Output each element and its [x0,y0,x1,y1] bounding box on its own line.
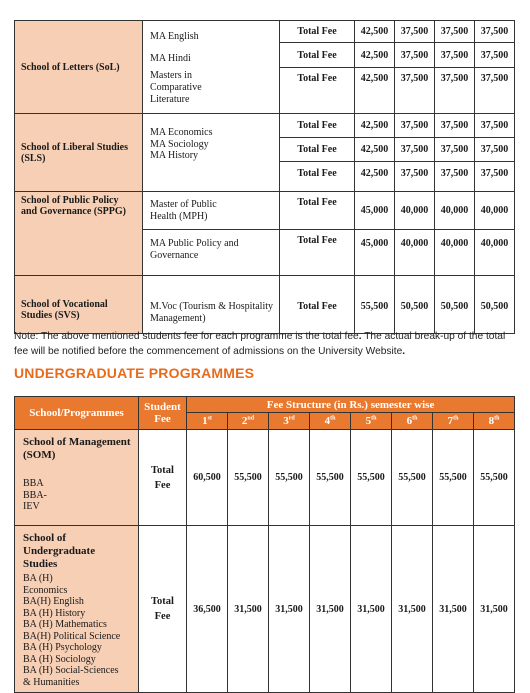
semester-header: 4th [310,413,351,430]
header-text: Student [144,401,181,413]
programme-name: MA Sociology [150,138,209,150]
column-header-school: School/Programmes [15,397,139,430]
fee-value: 45,000 [360,238,389,249]
fee-label: Total Fee [297,73,337,84]
fee-label: Total Fee [297,168,337,179]
fee-value: 42,500 [360,73,389,84]
fee-label: Total Fee [139,526,187,693]
fee-note [14,329,518,359]
fee-value: 37,500 [475,43,514,68]
fee-value: 55,500 [360,301,389,312]
postgraduate-fee-table [14,20,515,334]
fee-value: 37,500 [395,138,434,162]
fee-value: 42,500 [355,114,394,138]
programme-list [143,192,280,276]
programme-name: Master of Public Health (MPH) [143,192,279,230]
fee-value: 40,000 [400,238,429,249]
table-row [15,526,515,693]
fee-value: 31,500 [392,526,433,693]
programme-name: MA English [150,30,199,42]
programme-name: BA(H) English [23,596,84,607]
school-name: School of Public Policy and Governance (SPPG) [15,192,143,276]
fee-value: 37,500 [435,114,474,138]
fee-value: 55,500 [351,430,392,526]
fee-value: 55,500 [310,430,351,526]
note-period: . [402,346,406,357]
fee-value: 37,500 [400,73,429,84]
programme-name: M.Voc (Tourism & Hospitality Management) [150,300,274,324]
section-heading: UNDERGRADUATE PROGRAMMES [14,365,255,381]
fee-value: 37,500 [435,43,474,68]
fee-value: 31,500 [433,526,474,693]
fee-value: 37,500 [475,114,514,138]
programme-name: MA Economics [150,127,213,139]
fee-value: 42,500 [360,168,389,179]
fee-value: 37,500 [475,21,514,43]
column-header-fee-structure: Fee Structure (in Rs.) semester wise [187,397,515,413]
programme-name: BA (H) History [23,607,86,619]
fee-value: 50,500 [400,301,429,312]
fee-value: 37,500 [480,73,509,84]
programme-name: BA (H) Sociology [23,653,96,665]
programme-name: BA(H) Political Science [23,630,121,642]
programme-name: & Humanities [23,676,80,688]
programme-name: Economics [23,584,68,596]
undergraduate-fee-table [14,396,515,693]
note-period: . [358,331,362,342]
fee-value: 42,500 [355,138,394,162]
fee-value: 37,500 [400,168,429,179]
fee-value: 37,500 [475,138,514,162]
programme-name: IEV [23,501,40,512]
fee-value: 37,500 [395,114,434,138]
programme-name: MA History [150,150,199,162]
programme-name: BBA- [23,489,47,501]
school-name: School of Letters (SoL) [15,21,143,114]
fee-value: 40,000 [480,238,509,249]
programme-name: BBA [23,478,44,489]
fee-value: 31,500 [474,526,515,693]
fee-label: Total Fee [280,138,354,162]
fee-value: 37,500 [435,21,474,43]
school-name: School of Management (SOM) [23,436,131,461]
fee-label: Total Fee [280,43,354,68]
school-name: School of Undergraduate Studies [23,532,96,570]
fee-value: 31,500 [228,526,269,693]
fee-value: 55,500 [392,430,433,526]
programme-name: BA (H) Mathematics [23,619,107,630]
fee-value: 50,500 [440,301,469,312]
fee-value: 45,000 [355,192,394,230]
fee-label: Total Fee [139,430,187,526]
table-row [15,192,515,276]
fee-label: Total Fee [297,301,337,312]
fee-value: 60,500 [187,430,228,526]
note-text: The actual break-up of the total fee will be notified before the commencement of admissions on the University Website [14,331,506,357]
school-cell [15,430,139,526]
fee-value: 40,000 [440,238,469,249]
fee-value: 42,500 [355,43,394,68]
fee-value: 36,500 [187,526,228,693]
semester-header: 2nd [228,413,269,430]
table-row [15,430,515,526]
programme-name: BA (H) Psychology [23,642,102,653]
fee-value: 42,500 [355,21,394,43]
programme-name: Masters in Comparative Literature [150,70,202,105]
fee-value: 31,500 [269,526,310,693]
header-text: Fee [154,413,171,425]
table-row [15,114,515,192]
fee-value: 37,500 [395,21,434,43]
fee-label: Total Fee [280,21,354,43]
fee-value: 40,000 [395,192,434,230]
semester-header: 5th [351,413,392,430]
programme-name: MA Public Policy and Governance [150,237,239,261]
fee-value: 37,500 [440,168,469,179]
table-row [15,21,515,114]
school-name: School of Liberal Studies (SLS) [15,114,143,192]
semester-header: 3rd [269,413,310,430]
fee-value: 40,000 [475,192,514,230]
fee-value: 37,500 [480,168,509,179]
programme-list [143,21,280,114]
programme-list [143,114,280,192]
fee-value: 37,500 [395,43,434,68]
table-row [15,276,515,334]
fee-value: 55,500 [228,430,269,526]
fee-value: 55,500 [269,430,310,526]
fee-value: 55,500 [474,430,515,526]
fee-value: 50,500 [480,301,509,312]
semester-header: 1st [187,413,228,430]
semester-header: 8th [474,413,515,430]
programme-name: MA Hindi [150,52,191,64]
fee-label: Total Fee [297,235,337,246]
semester-header: 6th [392,413,433,430]
semester-header: 7th [433,413,474,430]
fee-value: 55,500 [433,430,474,526]
programme-list [143,276,280,334]
fee-value: 37,500 [435,138,474,162]
programme-name: BA (H) [23,573,53,584]
fee-value: 37,500 [440,73,469,84]
fee-value: 31,500 [351,526,392,693]
fee-value: 31,500 [310,526,351,693]
table-header-row [15,397,515,413]
fee-value: 40,000 [435,192,474,230]
column-header-fee [139,397,187,430]
school-name: School of Vocational Studies (SVS) [15,276,143,334]
fee-label: Total Fee [280,114,354,138]
school-cell [15,526,139,693]
programme-name: BA (H) Social-Sciences [23,665,119,676]
note-text: Note: The above mentioned students fee for each programme is the total fee [14,331,359,342]
fee-label: Total Fee [280,192,354,230]
